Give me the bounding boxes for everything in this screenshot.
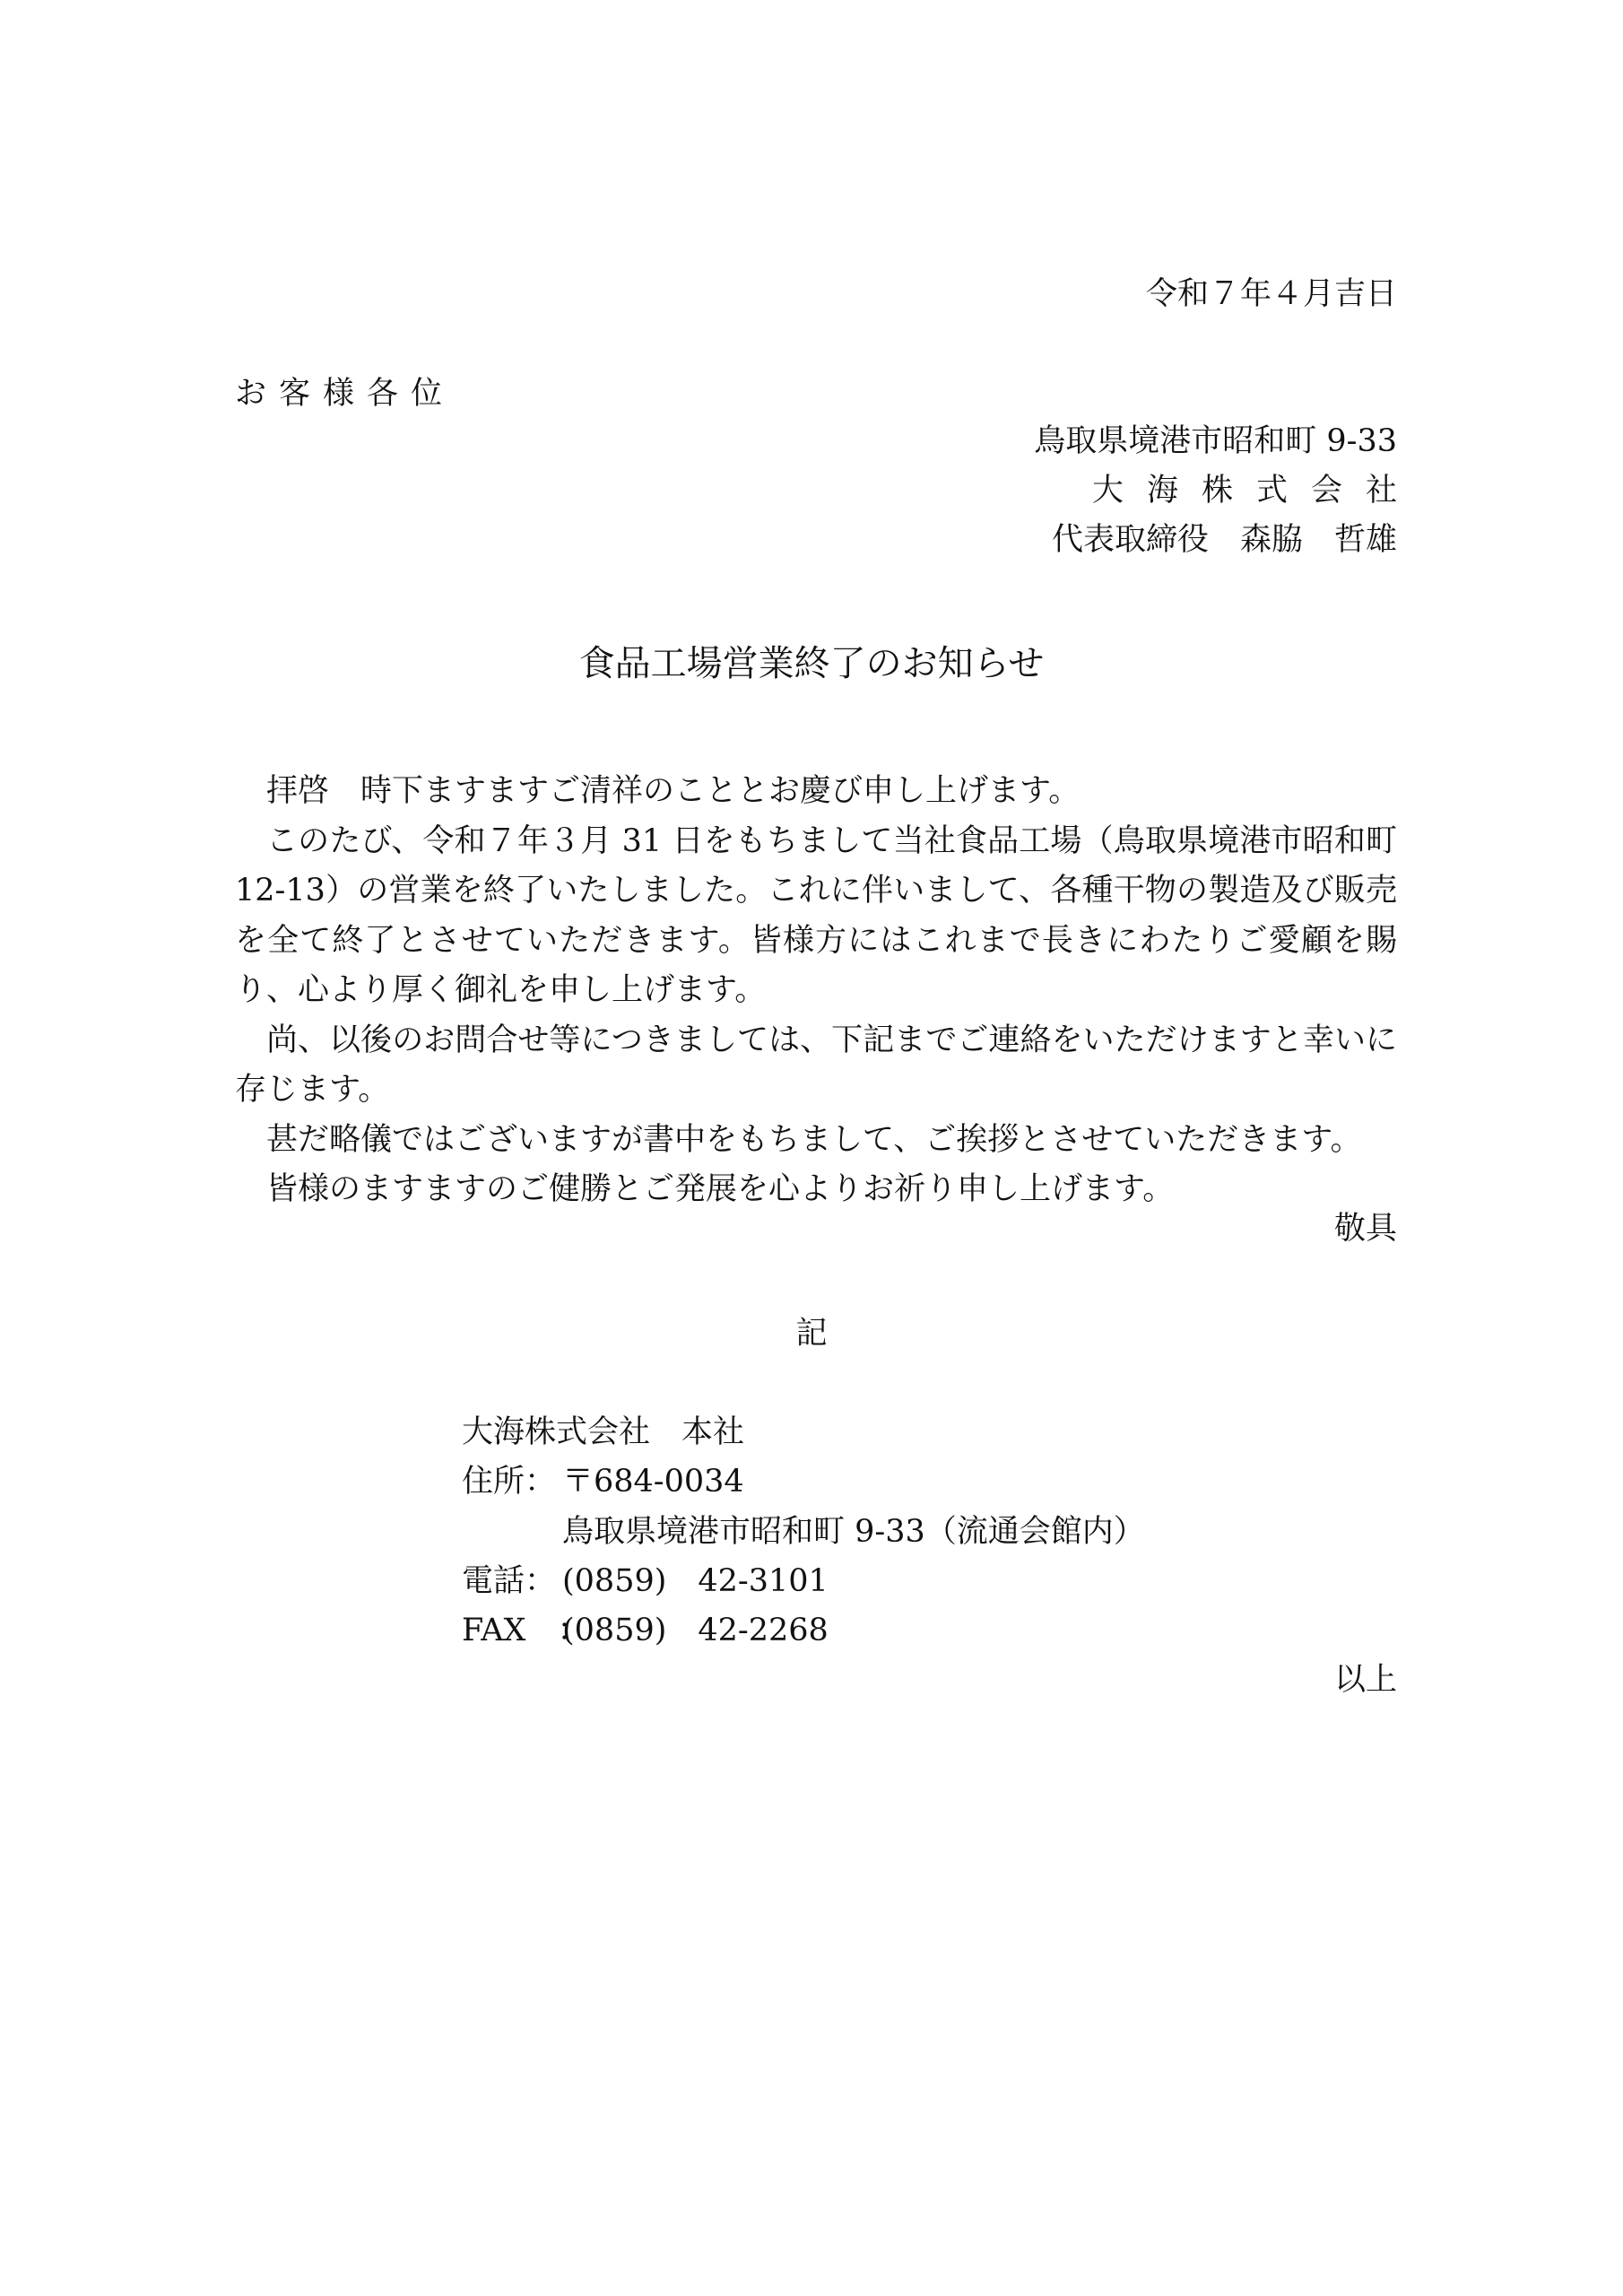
body-paragraph: 拝啓 時下ますますご清祥のこととお慶び申し上げます。 xyxy=(266,773,1081,809)
record-phone-row xyxy=(462,1561,829,1601)
record-fax-row xyxy=(462,1611,829,1650)
record-end: 以上 xyxy=(1333,1662,1397,1698)
closing-keigu: 敬具 xyxy=(1333,1211,1397,1247)
record-company: 大海株式会社 本社 xyxy=(462,1414,745,1450)
addressee: お客様各位 xyxy=(235,376,456,412)
sender-representative: 代表取締役 森脇 哲雄 xyxy=(1051,522,1397,558)
letter-body xyxy=(235,767,1397,1215)
phone-label: 電話： xyxy=(462,1563,557,1599)
record-address: 鳥取県境港市昭和町 9-33（流通会館内） xyxy=(562,1514,1145,1550)
sender-company: 大海株式会社 xyxy=(1091,473,1420,509)
document-title: 食品工場営業終了のお知らせ xyxy=(578,643,1045,684)
body-paragraph: 皆様のますますのご健勝とご発展を心よりお祈り申し上げます。 xyxy=(266,1171,1175,1207)
phone-number: (0859) 42-3101 xyxy=(562,1563,829,1599)
fax-label: FAX ： xyxy=(462,1613,589,1648)
record-heading: 記 xyxy=(795,1316,828,1352)
record-address-row xyxy=(462,1462,744,1501)
body-paragraph: 尚、以後のお問合せ等につきましては、下記までご連絡をいただけますと幸いに存じます。 xyxy=(235,1022,1397,1108)
letter-date: 令和７年４月吉日 xyxy=(1145,276,1397,312)
body-paragraph: このたび、令和７年３月 31 日をもちまして当社食品工場（鳥取県境港市昭和町 12-13）の営業を終了いたしました。これに伴いまして、各種干物の製造及び販売を全て終了とさせていただきます。皆様方にはこれまで長きにわたりご愛顧を賜り、心より厚く御礼を申し上げます。 xyxy=(235,822,1397,1008)
body-paragraph: 甚だ略儀ではございますが書中をもちまして、ご挨拶とさせていただきます。 xyxy=(266,1121,1362,1158)
address-label: 住所： xyxy=(462,1464,557,1500)
sender-address: 鳥取県境港市昭和町 9-33 xyxy=(1034,423,1397,459)
postal-code: 〒684-0034 xyxy=(562,1464,744,1500)
fax-number: (0859) 42-2268 xyxy=(562,1613,829,1648)
